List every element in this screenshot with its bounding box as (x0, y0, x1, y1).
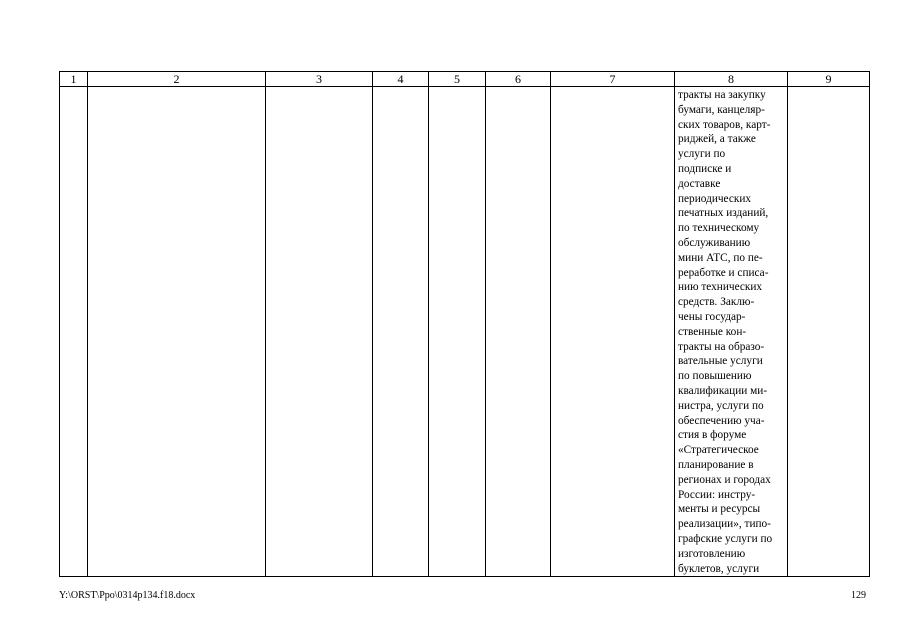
cell-text-line: вательные услуги (678, 355, 763, 368)
cell-col-8 (675, 87, 788, 577)
document-table (59, 71, 870, 577)
cell-text-line: тракты на закупку (678, 89, 766, 101)
cell-text-line: нистра, услуги по (678, 399, 764, 412)
cell-text-line: реализации», типо- (678, 518, 771, 531)
cell-col-5 (429, 87, 486, 577)
cell-text-line: мини АТС, по пе- (678, 251, 763, 264)
cell-text-line: ственные кон- (678, 325, 747, 338)
column-header-2: 2 (88, 72, 266, 87)
cell-col-7 (551, 87, 675, 577)
column-header-7: 7 (551, 72, 675, 87)
cell-text-line: квалификации ми- (678, 384, 768, 397)
cell-text-line: по повышению (678, 370, 752, 383)
column-header-3: 3 (266, 72, 373, 87)
cell-text-line: риджей, а также (678, 133, 756, 146)
cell-text-line: графские услуги по (678, 532, 773, 545)
cell-text-line: России: инстру- (678, 488, 756, 501)
cell-col-1 (60, 87, 88, 577)
table-row (60, 87, 870, 577)
cell-text-line: регионах и городах (678, 473, 771, 486)
cell-text-line: периодических (678, 192, 752, 205)
cell-text-line: доставке (678, 177, 721, 190)
cell-col-2 (88, 87, 266, 577)
cell-col-9 (788, 87, 870, 577)
cell-text-line: средств. Заклю- (678, 296, 755, 309)
cell-text-line: печатных изданий, (678, 207, 769, 220)
column-header-8: 8 (675, 72, 788, 87)
cell-text-line: услуги по (678, 148, 726, 161)
column-header-1: 1 (60, 72, 88, 87)
cell-text-line: ских товаров, карт- (678, 118, 771, 131)
cell-text-line: нию технических (678, 281, 763, 294)
column-header-4: 4 (373, 72, 429, 87)
column-header-6: 6 (486, 72, 551, 87)
cell-text-line: тракты на образо- (678, 340, 765, 353)
page-number: 129 (851, 590, 866, 601)
cell-text-line: планирование в (678, 458, 754, 471)
column-header-5: 5 (429, 72, 486, 87)
footer-file-path: Y:\ORST\Ppo\0314p134.f18.docx (59, 590, 196, 601)
cell-text-line: по техническому (678, 222, 760, 235)
cell-text-line: чены государ- (678, 310, 746, 323)
cell-text-line: подписке и (678, 162, 732, 175)
cell-text-line: буклетов, услуги (678, 562, 760, 575)
cell-text-line: стия в форуме (678, 429, 747, 442)
cell-text-line: «Стратегическое (678, 444, 759, 457)
cell-col-3 (266, 87, 373, 577)
column-header-9: 9 (788, 72, 870, 87)
cell-col-8-text (675, 87, 787, 576)
cell-text-line: реработке и списа- (678, 266, 769, 279)
cell-col-6 (486, 87, 551, 577)
cell-text-line: бумаги, канцеляр- (678, 103, 765, 116)
header-row (60, 72, 870, 87)
cell-col-4 (373, 87, 429, 577)
cell-text-line: обеспечению уча- (678, 414, 765, 427)
cell-text-line: менты и ресурсы (678, 503, 761, 516)
cell-text-line: изготовлению (678, 547, 746, 560)
cell-text-line: обслуживанию (678, 236, 751, 249)
